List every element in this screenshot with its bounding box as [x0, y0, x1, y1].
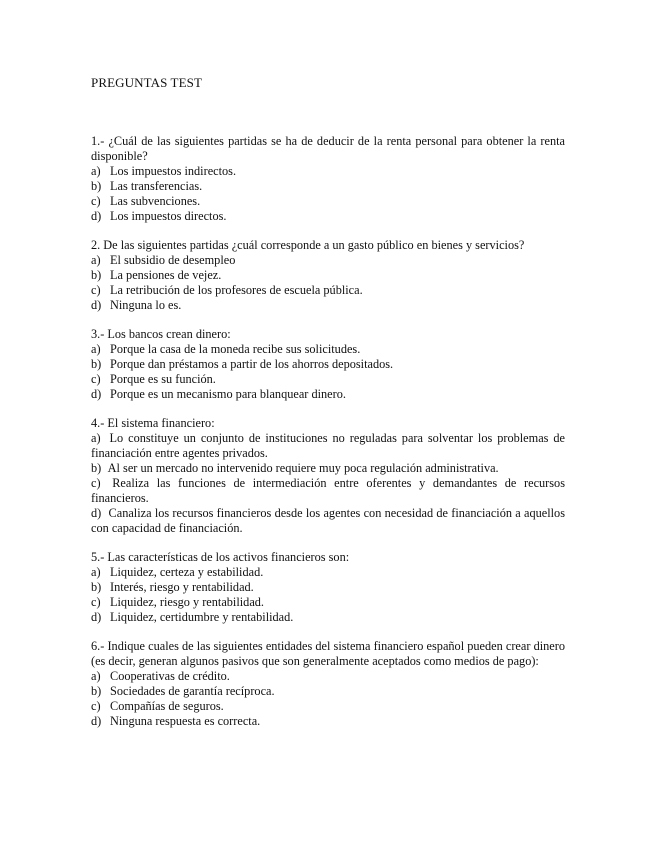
- option-letter: d): [91, 506, 102, 520]
- question-text: 2. De las siguientes partidas ¿cuál corresponde a un gasto público en bienes y servicios?: [91, 238, 525, 252]
- option-text: Realiza las funciones de intermediación entre oferentes y demandantes de recursos financieros.: [91, 476, 565, 505]
- answer-option: [91, 283, 565, 298]
- answer-option: [91, 194, 565, 209]
- question-3: [91, 327, 565, 402]
- answer-option: [91, 179, 565, 194]
- answer-option: [91, 476, 565, 506]
- option-text: Sociedades de garantía recíproca.: [110, 684, 275, 698]
- option-text: Ninguna lo es.: [110, 298, 182, 312]
- option-letter: d): [91, 387, 102, 401]
- option-text: La pensiones de vejez.: [110, 268, 222, 282]
- question-list: [91, 134, 565, 743]
- answer-option: [91, 506, 565, 536]
- option-letter: b): [91, 357, 102, 371]
- option-text: Liquidez, certidumbre y rentabilidad.: [110, 610, 294, 624]
- option-letter: b): [91, 461, 102, 475]
- option-text: Los impuestos directos.: [110, 209, 227, 223]
- answer-option: [91, 431, 565, 461]
- option-letter: d): [91, 714, 102, 728]
- option-text: Porque es su función.: [110, 372, 216, 386]
- answer-option: [91, 610, 565, 625]
- option-letter: b): [91, 580, 102, 594]
- answer-option: [91, 387, 565, 402]
- option-text: Porque es un mecanismo para blanquear dinero.: [110, 387, 346, 401]
- option-text: Porque dan préstamos a partir de los ahorros depositados.: [110, 357, 394, 371]
- option-text: Lo constituye un conjunto de instituciones no reguladas para solventar los problemas de financiación entre agentes privados.: [91, 431, 565, 460]
- answer-option: [91, 699, 565, 714]
- answer-option: [91, 595, 565, 610]
- option-text: Cooperativas de crédito.: [110, 669, 230, 683]
- option-text: Liquidez, certeza y estabilidad.: [110, 565, 264, 579]
- answer-option: [91, 268, 565, 283]
- option-letter: c): [91, 595, 101, 609]
- option-text: Los impuestos indirectos.: [110, 164, 237, 178]
- option-letter: c): [91, 476, 101, 490]
- question-text: 5.- Las características de los activos financieros son:: [91, 550, 350, 564]
- option-letter: a): [91, 164, 101, 178]
- option-letter: c): [91, 699, 101, 713]
- option-text: Ninguna respuesta es correcta.: [110, 714, 261, 728]
- option-letter: c): [91, 283, 101, 297]
- option-text: Al ser un mercado no intervenido requiere muy poca regulación administrativa.: [107, 461, 499, 475]
- option-letter: b): [91, 268, 102, 282]
- option-text: Canaliza los recursos financieros desde los agentes con necesidad de financiación a aquellos con capacidad de financiación.: [91, 506, 565, 535]
- answer-option: [91, 342, 565, 357]
- option-text: Porque la casa de la moneda recibe sus solicitudes.: [110, 342, 361, 356]
- option-letter: a): [91, 669, 101, 683]
- option-text: Interés, riesgo y rentabilidad.: [110, 580, 254, 594]
- answer-option: [91, 669, 565, 684]
- question-text: 3.- Los bancos crean dinero:: [91, 327, 231, 341]
- option-text: La retribución de los profesores de escuela pública.: [110, 283, 363, 297]
- option-text: Liquidez, riesgo y rentabilidad.: [110, 595, 265, 609]
- question-4: [91, 416, 565, 536]
- answer-option: [91, 684, 565, 699]
- option-letter: b): [91, 179, 102, 193]
- option-text: El subsidio de desempleo: [110, 253, 236, 267]
- question-text: 1.- ¿Cuál de las siguientes partidas se ha de deducir de la renta personal para obtener la renta disponible?: [91, 134, 565, 163]
- question-1: [91, 134, 565, 224]
- question-text: 4.- El sistema financiero:: [91, 416, 215, 430]
- answer-option: [91, 164, 565, 179]
- question-5: [91, 550, 565, 625]
- answer-option: [91, 209, 565, 224]
- option-letter: b): [91, 684, 102, 698]
- question-text: 6.- Indique cuales de las siguientes entidades del sistema financiero español pueden crear dinero (es decir, generan algunos pasivos que son generalmente aceptados como medios de pago):: [91, 639, 565, 668]
- answer-option: [91, 298, 565, 313]
- option-letter: a): [91, 342, 101, 356]
- question-6: [91, 639, 565, 729]
- option-letter: d): [91, 209, 102, 223]
- option-letter: c): [91, 194, 101, 208]
- option-text: Las subvenciones.: [110, 194, 201, 208]
- option-letter: a): [91, 253, 101, 267]
- answer-option: [91, 565, 565, 580]
- answer-option: [91, 357, 565, 372]
- answer-option: [91, 253, 565, 268]
- option-letter: d): [91, 610, 102, 624]
- option-letter: d): [91, 298, 102, 312]
- page-title: PREGUNTAS TEST: [91, 75, 202, 90]
- option-letter: a): [91, 565, 101, 579]
- option-letter: a): [91, 431, 101, 445]
- option-text: Las transferencias.: [110, 179, 203, 193]
- answer-option: [91, 580, 565, 595]
- answer-option: [91, 461, 565, 476]
- question-2: [91, 238, 565, 313]
- answer-option: [91, 714, 565, 729]
- option-text: Compañías de seguros.: [110, 699, 224, 713]
- option-letter: c): [91, 372, 101, 386]
- answer-option: [91, 372, 565, 387]
